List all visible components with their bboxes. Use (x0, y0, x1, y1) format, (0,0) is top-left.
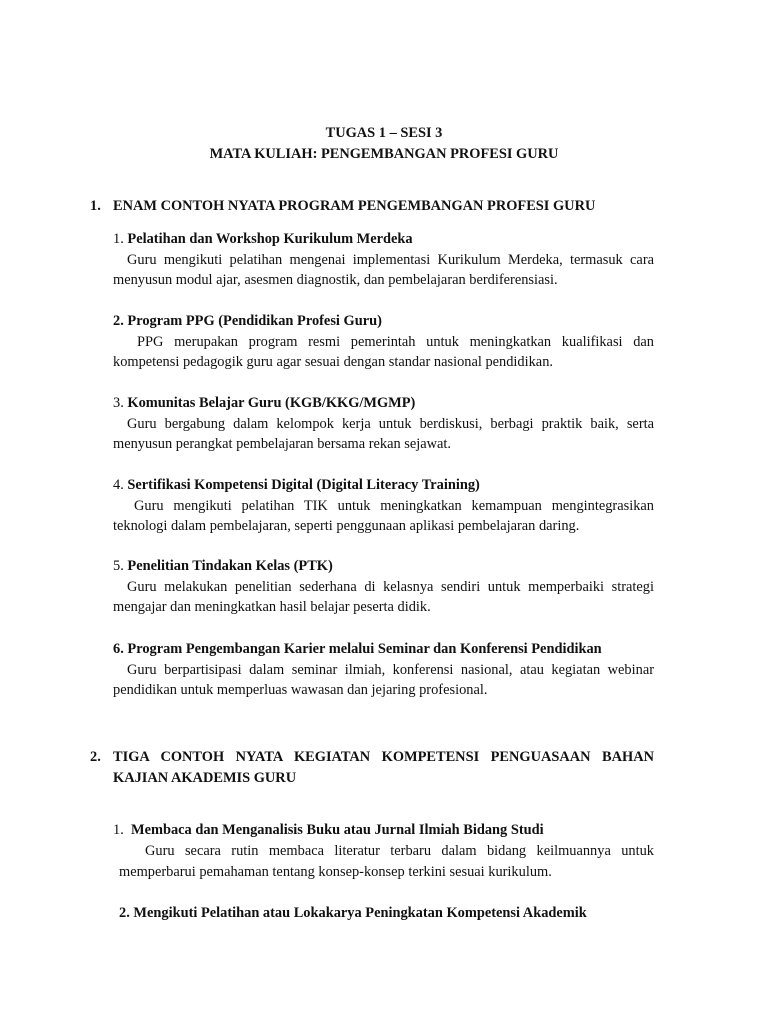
item-description-block (119, 841, 654, 882)
item-number: 5 (113, 558, 121, 574)
item-number: 1. (113, 822, 124, 838)
item-title: Komunitas Belajar Guru (KGB/KKG/MGMP) (127, 395, 416, 411)
section-2-number: 2. (90, 749, 101, 765)
item-heading: 4. Sertifikasi Kompetensi Digital (Digital Literacy Training) (113, 477, 480, 493)
item-description: Guru berpartisipasi dalam seminar ilmiah, konferensi nasional, atau kegiatan webinar pendidikan untuk memperluas wawasan dan jejaring profesional. (113, 661, 654, 698)
item-description: Guru bergabung dalam kelompok kerja untuk berdiskusi, berbagi praktik baik, serta menyusun perangkat pembelajaran bersama rekan sejawat. (113, 415, 654, 452)
doc-title-line1: TUGAS 1 – SESI 3 (325, 125, 443, 141)
item-number: 2. (119, 905, 130, 921)
item-number: 3 (113, 395, 121, 411)
item-title: Program Pengembangan Karier melalui Seminar dan Konferensi Pendidikan (127, 641, 602, 657)
item-title: Mengikuti Pelatihan atau Lokakarya Peningkatan Kompetensi Akademik (133, 905, 587, 921)
item-heading: 3. Komunitas Belajar Guru (KGB/KKG/MGMP) (113, 395, 416, 411)
list-item (113, 393, 654, 455)
list-item (113, 311, 654, 373)
item-number: 1. (113, 231, 124, 247)
item-heading (113, 639, 654, 660)
list-item (113, 475, 654, 537)
doc-title-line2: MATA KULIAH: PENGEMBANGAN PROFESI GURU (209, 146, 559, 162)
item-heading (113, 311, 654, 332)
item-number: 2. (113, 313, 124, 329)
section-2-heading-line2: KAJIAN AKADEMIS GURU (113, 770, 297, 786)
list-item (113, 820, 654, 841)
section-2-heading-line1: TIGA CONTOH NYATA KEGIATAN KOMPETENSI PENGUASAAN BAHAN (113, 749, 654, 765)
item-title: Program PPG (Pendidikan Profesi Guru) (127, 313, 382, 329)
section-1-number: 1. (90, 198, 101, 214)
item-title: Penelitian Tindakan Kelas (PTK) (127, 558, 333, 574)
item-description: Guru mengikuti pelatihan mengenai implementasi Kurikulum Merdeka, termasuk cara menyusun modul ajar, asesmen diagnostik, dan pembelajaran berdiferensiasi. (113, 251, 654, 288)
item-description: Guru melakukan penelitian sederhana di kelasnya sendiri untuk memperbaiki strategi mengajar dan meningkatkan hasil belajar peserta didik. (113, 578, 654, 615)
item-description: Guru mengikuti pelatihan TIK untuk meningkatkan kemampuan mengintegrasikan teknologi dalam pembelajaran, seperti penggunaan aplikasi pembelajaran daring. (113, 497, 654, 534)
list-item (113, 556, 654, 618)
list-item (119, 903, 654, 924)
section-1-heading: ENAM CONTOH NYATA PROGRAM PENGEMBANGAN PROFESI GURU (113, 198, 596, 214)
item-title: Membaca dan Menganalisis Buku atau Jurnal Ilmiah Bidang Studi (131, 822, 544, 838)
list-item (113, 229, 654, 291)
item-title: Pelatihan dan Workshop Kurikulum Merdeka (127, 231, 413, 247)
item-number: 4 (113, 477, 121, 493)
item-heading (113, 820, 654, 841)
item-heading: 5. Penelitian Tindakan Kelas (PTK) (113, 558, 333, 574)
item-title: Sertifikasi Kompetensi Digital (Digital Literacy Training) (127, 477, 480, 493)
item-heading (113, 229, 654, 250)
item-description: PPG merupakan program resmi pemerintah untuk meningkatkan kualifikasi dan kompetensi pedagogik guru agar sesuai dengan standar nasional pendidikan. (113, 333, 654, 370)
item-description: Guru secara rutin membaca literatur terbaru dalam bidang keilmuannya untuk memperbarui pemahaman tentang konsep-konsep terkini sesuai kurikulum. (119, 843, 654, 880)
item-heading (119, 903, 654, 924)
list-item (113, 639, 654, 701)
item-number: 6. (113, 641, 124, 657)
